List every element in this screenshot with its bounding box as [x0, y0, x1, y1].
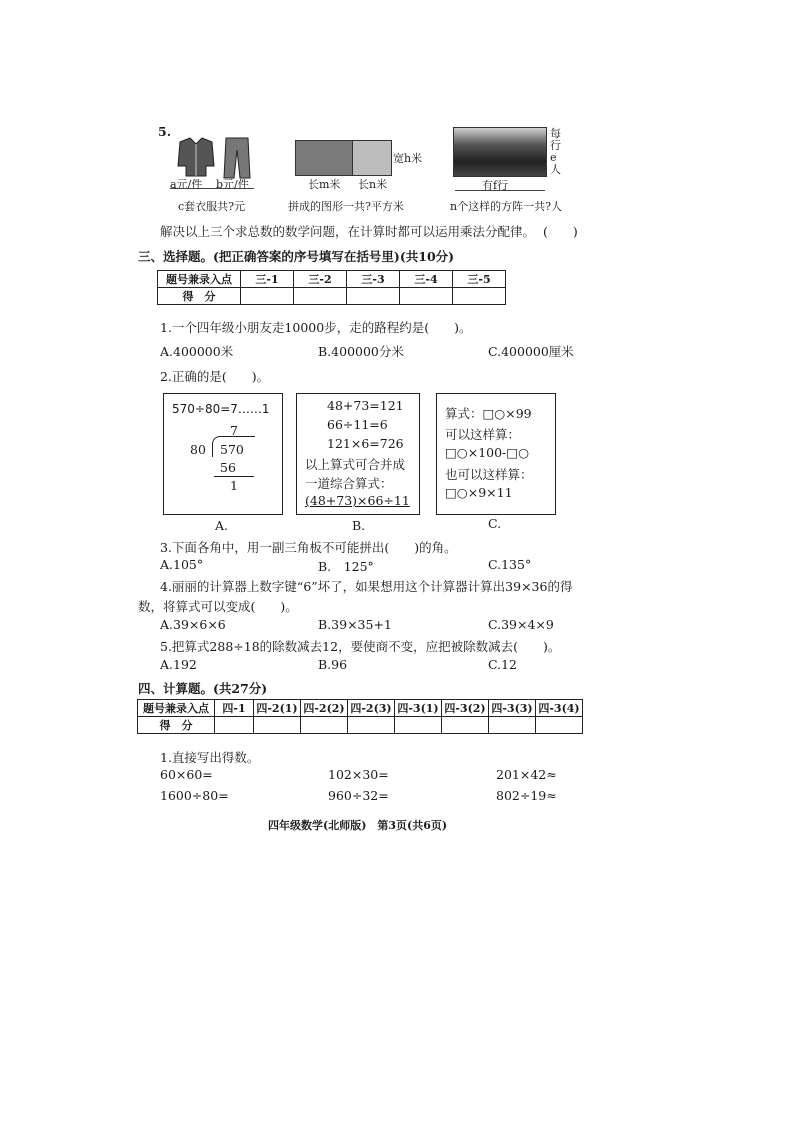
box-c-line: □○×100-□○	[445, 445, 529, 460]
q3-1-text: 1.一个四年级小朋友走10000步，走的路程约是( )。	[160, 320, 472, 335]
exercise: 60×60=	[160, 767, 213, 782]
score-col: 四-3(1)	[395, 700, 442, 717]
score-cell[interactable]	[536, 717, 583, 734]
q3-3-option-b[interactable]: B. 125°	[318, 559, 374, 574]
q3-2-option-b[interactable]: B.	[352, 518, 366, 533]
box-a-product: 56	[220, 460, 236, 475]
score-header-label: 题号兼录入点	[138, 700, 215, 717]
q3-5-option-c[interactable]: C.12	[488, 657, 517, 672]
clothes-icon	[172, 136, 256, 180]
score-row-label: 得 分	[158, 288, 241, 305]
box-a-quotient: 7	[230, 423, 238, 438]
formation-row-label: 每行e人	[550, 127, 561, 176]
score-col: 四-3(2)	[442, 700, 489, 717]
score-col: 四-1	[215, 700, 254, 717]
box-a-remainder: 1	[230, 478, 238, 493]
score-cell[interactable]	[442, 717, 489, 734]
q5-answer-paren[interactable]: ( )	[543, 224, 578, 239]
q3-1-option-b[interactable]: B.400000分米	[318, 344, 404, 359]
score-col: 三-2	[294, 271, 347, 288]
section3-title: 三、选择题。(把正确答案的序号填写在括号里)(共10分)	[138, 249, 455, 264]
rect-m	[295, 140, 354, 176]
pants-price: b元/件	[216, 178, 249, 191]
box-b-line: 48+73=121	[327, 398, 404, 413]
box-c-line: 可以这样算：	[445, 427, 521, 442]
box-b-line: 以上算式可合并成	[305, 457, 406, 472]
score-cell[interactable]	[215, 717, 254, 734]
exercise: 1600÷80=	[160, 788, 229, 803]
score-col: 四-2(3)	[348, 700, 395, 717]
q3-5-option-a[interactable]: A.192	[160, 657, 197, 672]
box-c-line: 算式：□○×99	[445, 406, 532, 421]
score-col: 三-1	[241, 271, 294, 288]
rect-len-n: 长n米	[358, 178, 388, 191]
formation-caption: n个这样的方阵一共?人	[450, 200, 562, 213]
q3-3-option-a[interactable]: A.105°	[160, 557, 204, 572]
score-col: 四-3(4)	[536, 700, 583, 717]
option-b-box	[296, 393, 420, 515]
exercise: 102×30=	[328, 767, 389, 782]
q5-statement: 解决以上三个求总数的数学问题，在计算时都可以运用乘法分配律。	[160, 224, 536, 239]
q3-5-text: 5.把算式288÷18的除数减去12，要使商不变，应把被除数减去( )。	[160, 639, 561, 654]
q3-4-option-b[interactable]: B.39×35+1	[318, 617, 392, 632]
q3-5-option-b[interactable]: B.96	[318, 657, 348, 672]
formation-rows-label: 有f行	[482, 179, 509, 192]
box-b-line: 121×6=726	[327, 436, 404, 451]
box-a-dividend: 570	[220, 442, 244, 457]
score-cell[interactable]	[301, 717, 348, 734]
score-cell[interactable]	[294, 288, 347, 305]
exercise: 802÷19≈	[496, 788, 557, 803]
score-col: 四-2(2)	[301, 700, 348, 717]
q3-1-option-c[interactable]: C.400000厘米	[488, 344, 574, 359]
box-b-line: (48+73)×66÷11	[305, 493, 410, 508]
score-cell[interactable]	[254, 717, 301, 734]
box-a-equation: 570÷80=7……1	[172, 402, 270, 416]
score-cell[interactable]	[489, 717, 536, 734]
box-b-line: 一道综合算式：	[305, 476, 393, 491]
rect-width-label: 宽h米	[393, 152, 423, 165]
score-col: 三-3	[347, 271, 400, 288]
score-cell[interactable]	[241, 288, 294, 305]
formation-photo	[453, 127, 547, 177]
option-c-box	[436, 393, 556, 515]
q3-3-option-c[interactable]: C.135°	[488, 557, 532, 572]
q3-4-option-a[interactable]: A.39×6×6	[160, 617, 226, 632]
q3-4-option-c[interactable]: C.39×4×9	[488, 617, 554, 632]
score-cell[interactable]	[400, 288, 453, 305]
score-col: 三-5	[453, 271, 506, 288]
q3-4-text: 4.丽丽的计算器上数字键“6”坏了，如果想用这个计算器计算出39×36的得	[160, 579, 573, 594]
box-c-line: □○×9×11	[445, 485, 513, 500]
score-col: 四-3(3)	[489, 700, 536, 717]
rect-n	[352, 140, 392, 176]
score-cell[interactable]	[348, 717, 395, 734]
option-a-box	[163, 393, 283, 515]
exercise: 201×42≈	[496, 767, 557, 782]
rect-caption: 拼成的图形一共?平方米	[288, 200, 404, 213]
q3-3-text: 3.下面各角中，用一副三角板不可能拼出( )的角。	[160, 540, 457, 555]
exercise: 960÷32=	[328, 788, 389, 803]
score-col: 三-4	[400, 271, 453, 288]
score-cell[interactable]	[347, 288, 400, 305]
clothes-caption: c套衣服共?元	[178, 200, 246, 213]
page-footer: 四年级数学(北师版) 第3页(共6页)	[268, 819, 448, 832]
score-cell[interactable]	[395, 717, 442, 734]
q3-1-option-a[interactable]: A.400000米	[160, 344, 234, 359]
box-b-line: 66÷11=6	[327, 417, 388, 432]
box-c-line: 也可以这样算：	[445, 467, 533, 482]
score-header-label: 题号兼录入点	[158, 271, 241, 288]
rect-len-m: 长m米	[308, 178, 341, 191]
section4-title: 四、计算题。(共27分)	[138, 681, 268, 696]
q3-2-text: 2.正确的是( )。	[160, 369, 270, 384]
score-col: 四-2(1)	[254, 700, 301, 717]
score-cell[interactable]	[453, 288, 506, 305]
section4-score-table	[137, 699, 583, 734]
section4-subtitle: 1.直接写出得数。	[160, 750, 260, 765]
q3-2-option-c[interactable]: C.	[488, 516, 502, 531]
score-row-label: 得 分	[138, 717, 215, 734]
q5-number: 5.	[158, 124, 172, 139]
section3-score-table	[157, 270, 506, 305]
q3-2-option-a[interactable]: A.	[215, 518, 229, 533]
box-a-divisor: 80	[190, 442, 206, 457]
coat-price: a元/件	[170, 178, 203, 191]
q3-4-text-cont: 数，将算式可以变成( )。	[138, 599, 298, 614]
